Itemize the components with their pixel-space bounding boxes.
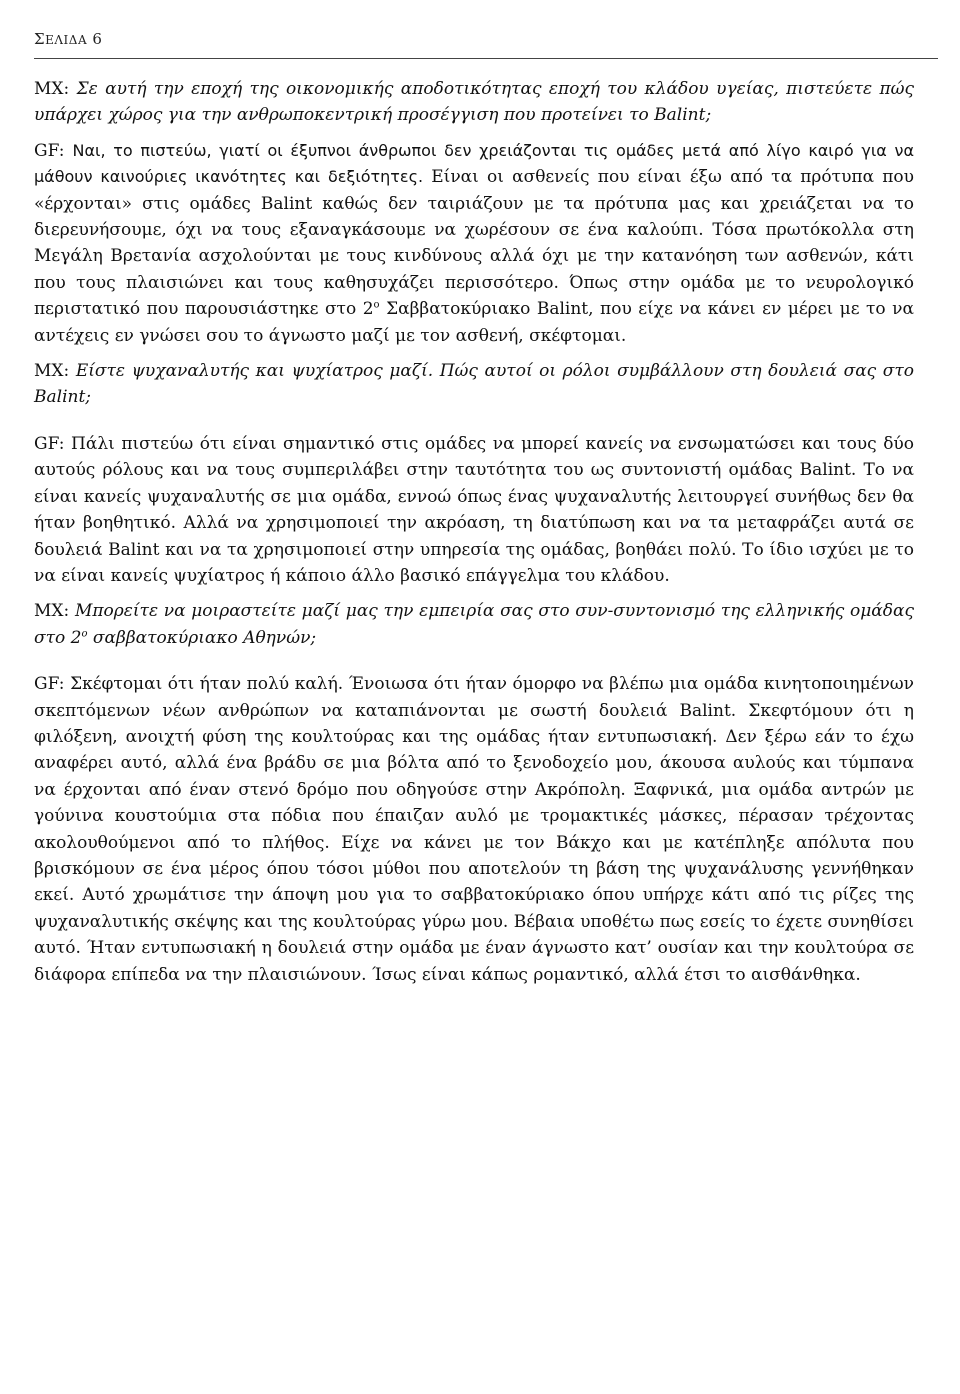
- interview-body: [34, 76, 914, 997]
- speaker-label: GF:: [34, 674, 65, 695]
- question-text: Είστε ψυχαναλυτής και ψυχίατρος μαζί. Πώς αυτοί οι ρόλοι συμβάλλουν στη δουλειά σας στο Balint;: [34, 361, 914, 408]
- answer-paragraph: [34, 431, 914, 589]
- ordinal-superscript: ο: [81, 628, 88, 640]
- question-text-part: Μπορείτε να μοιραστείτε μαζί μας την εμπειρία σας στο συν-συντονισμό της ελληνικής ομάδας στο 2: [34, 601, 914, 648]
- answer-text-part: Σαββατοκύριακο Balint, που είχε να κάνει εν μέρει με το να αντέχεις εν γνώσει σου το άγνωστο μαζί με τον ασθενή, σκέφτομαι.: [34, 299, 915, 346]
- answer-text: Πάλι πιστεύω ότι είναι σημαντικό στις ομάδες να μπορεί κανείς να ενσωματώσει και τους δύο αυτούς ρόλους και να τους συμπεριλάβει στην ταυτότητα του ως συντονιστή ομάδας Balint. Το να είναι κανείς ψυχαναλυτής σε μια ομάδα, εννοώ όπως ένας ψυχαναλυτής λειτουργεί συνήθως δεν θα ήταν βοηθητικό. Αλλά να χρησιμοποιεί την ακρόαση, τη διατύπωση και να τα μεταφράζει αυτά σε δουλειά Balint και να τα χρησιμοποιεί στην υπηρεσία της ομάδας, βοηθάει πολύ. Το ίδιο ισχύει με το να είναι κανείς ψυχίατρος ή κάποιο άλλο βασικό επάγγελμα του κλάδου.: [34, 433, 915, 586]
- answer-text: Σκέφτομαι ότι ήταν πολύ καλή. Ένοιωσα ότι ήταν όμορφο να βλέπω μια ομάδα κινητοποιημένων σκεπτόμενων νέων ανθρώπων να καταπιάνονται με σωστή δουλειά Balint. Σκεφτόμουν ότι η φιλόξενη, ανοιχτή φύση της κουλτούρας και της ομάδας ήταν εντυπωσιακή. Δεν ξέρω εάν το έχω αναφέρει αυτό, αλλά ένα βράδυ σε μια βόλτα από το ξενοδοχείο μου, άκουσα αυλούς και τύμπανα να έρχονται από έναν στενό δρόμο που οδηγούσε στην Ακρόπολη. Ξαφνικά, μια ομάδα αντρών με γούνινα κουστούμια στα πόδια που έπαιζαν αυλό με τρομακτικές μάσκες, πέρασαν τρέχοντας ακολουθούμενοι από το πλήθος. Είχε να κάνει με τον Βάκχο και με κατέπληξε απόλυτα που βρισκόμουν σε ένα μέρος όπου τόσοι μύθοι που αποτελούν τη βάση της ψυχανάλυσης γεννήθηκαν εκεί. Αυτό χρωμάτισε την άποψη μου για το σαββατοκύριακο όπου υπήρχε κάτι από τις ρίζες της ψυχαναλυτικής σκέψης και της κουλτούρας γύρω μου. Βέβαια υποθέτω πως εσείς το έχετε συνηθίσει αυτό. Ήταν εντυπωσιακή η δουλειά στην ομάδα με έναν άγνωστο κατ’ ουσίαν και την κουλτούρα σε διάφορα επίπεδα να την πλαισιώνουν. Ίσως είναι κάπως ρομαντικό, αλλά έτσι το αισθάνθηκα.: [34, 674, 915, 985]
- answer-text-part: Είναι οι ασθενείς που είναι έξω από τα πρότυπα που «έρχονται» στις ομάδες Balint καθώς δεν ταιριάζουν με τα πρότυπα μας και χρειάζεται να το διερευνήσουμε, όχι να τους εξαναγκάσουμε να χωρέσουν σε ένα καλούπι. Τόσα πρωτόκολλα στη Μεγάλη Βρετανία ασχολούνται με τους κινδύνους αλλά όχι με την κατανόηση των ασθενών, κάτι που τους πλαισιώνει και τους καθησυχάζει περισσότερο. Όπως στην ομάδα με το νευρολογικό περιστατικό που παρουσιάστηκε στο 2: [34, 167, 914, 320]
- speaker-label: GF:: [34, 433, 65, 454]
- speaker-label: ΜΧ:: [34, 601, 70, 622]
- ordinal-superscript: ο: [373, 299, 380, 311]
- question-text-part: σαββατοκύριακο Αθηνών;: [92, 627, 317, 648]
- page-label-initial: Σ: [34, 30, 46, 48]
- header-divider: [34, 58, 938, 59]
- question-paragraph: [34, 598, 914, 651]
- question-paragraph: [34, 358, 914, 411]
- answer-text-part: Ναι, το πιστεύω, γιατί οι έξυπνοι άνθρωποι δεν χρειάζονται τις ομάδες μετά από λίγο καιρό για να μάθουν καινούριες ικανότητες και δεξιότητες.: [34, 140, 914, 187]
- question-text: Σε αυτή την εποχή της οικονομικής αποδοτικότητας εποχή του κλάδου υγείας, πιστεύετε πώς υπάρχει χώρος για την ανθρωποκεντρική προσέγγιση που προτείνει το Balint;: [34, 79, 914, 126]
- page-label-rest: ΕΛΙΔΑ: [45, 33, 88, 47]
- speaker-label: ΜΧ:: [34, 361, 70, 382]
- speaker-label: GF:: [34, 140, 65, 161]
- page-number: 6: [92, 30, 103, 48]
- answer-paragraph: [34, 671, 914, 988]
- question-paragraph: [34, 76, 914, 129]
- answer-paragraph: [34, 138, 914, 349]
- page-header: [34, 30, 938, 48]
- speaker-label: ΜΧ:: [34, 79, 70, 99]
